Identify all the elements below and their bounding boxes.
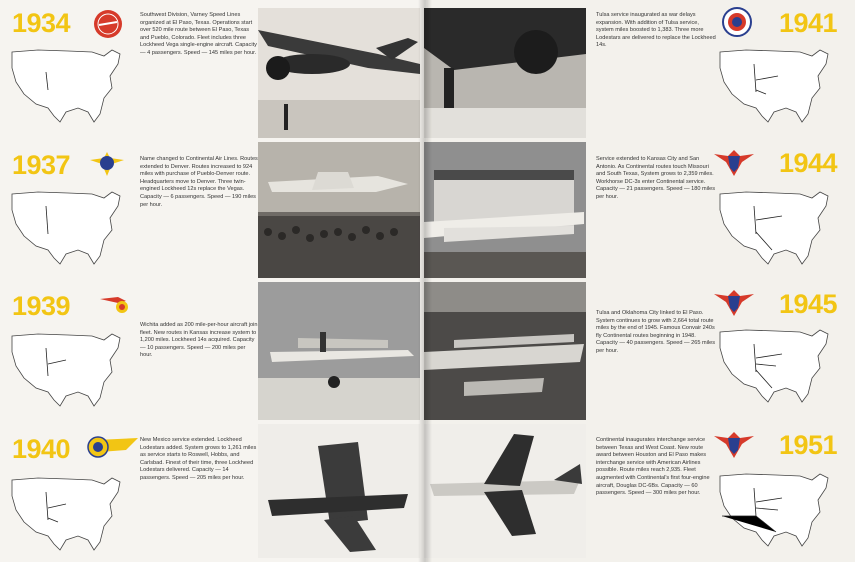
route-map-1941 <box>716 42 834 128</box>
desc-1940: New Mexico service extended. Lockheed Lodestars added. System grows to 1,261 miles as service starts to Roswell, Hobbs, and Carlsbad. Finest of their time, three Lockheed Lodestars delivered. Capacity — 14 passengers. Speed — 205 miles per hour. <box>140 437 257 481</box>
photo-dc6b <box>424 424 586 558</box>
eagle-shield-logo-1951 <box>714 428 754 460</box>
varney-speed-lines-logo <box>93 9 123 39</box>
year-1945: 1945 <box>779 289 838 319</box>
desc-1945: Tulsa and Oklahoma City linked to El Paso. System continues to grow with 2,664 total route miles by the end of 1945. Famous Convair 240s fly Continental routes beginning in 1948. Capacity — 40 passengers. Speed — 265 miles per hour. <box>596 310 716 354</box>
round-badge-logo <box>722 7 752 37</box>
continental-wing-logo <box>100 293 130 315</box>
route-map-1939 <box>8 326 126 412</box>
desc-1939: Wichita added as 200 mile-per-hour aircraft join fleet. New routes in Kansas increase system to 1,200 miles. Lockheed 14s acquired. Capacity — 10 passengers. Speed — 200 miles per hour. <box>140 322 258 359</box>
desc-1951: Continental inaugurates interchange service between Texas and West Coast. New route award between Houston and El Paso makes interchange service with American Airlines possible. Route miles reach 2,935. Fleet augmented with Continental's first four-engine aircraft, Douglas DC-6Bs. Capacity — 60 passengers. Speed — 300 miles per hour. <box>596 437 710 497</box>
year-1937: 1937 <box>12 150 71 180</box>
year-1941: 1941 <box>779 8 838 38</box>
year-1934: 1934 <box>12 8 71 38</box>
eagle-shield-logo-1945 <box>714 286 754 318</box>
photo-lockheed-14 <box>258 282 420 420</box>
desc-1941: Tulsa service inaugurated as war delays expansion. With addition of Tulsa service, system miles boosted to 1,383. Three more Lodestars are delivered to replace the Lockheed 14s. <box>596 12 716 49</box>
photo-lodestar-closeup <box>424 8 586 138</box>
indian-head-wing-logo <box>86 432 138 462</box>
photo-lockheed-vega <box>258 8 420 138</box>
year-1940: 1940 <box>12 434 71 464</box>
year-1944: 1944 <box>779 148 838 178</box>
page-gutter <box>418 0 432 562</box>
photo-convair-240 <box>424 282 586 420</box>
photo-lockheed-12-crowd <box>258 142 420 278</box>
photo-dc3-hangar <box>424 142 586 278</box>
desc-1934: Southwest Division, Varney Speed Lines organized at El Paso, Texas. Operations start over 520 mile route between El Paso, Texas and Pueblo, Colorado. Fleet includes three Lockheed Vega single-engine aircraft. Capacity — 4 passengers. Speed — 145 miles per hour. <box>140 12 257 56</box>
desc-1937: Name changed to Continental Air Lines. Routes extended to Denver. Routes increased to 924 miles with purchase of Pueblo-Denver route. Headquarters move to Denver. Three twin-engined Lockheed 12s replace the Vegas. Capacity — 6 passengers. Speed — 190 miles per hour. <box>140 156 258 208</box>
route-map-1937 <box>8 184 126 270</box>
photo-lockheed-lodestar <box>258 424 420 558</box>
route-map-1951 <box>716 466 834 552</box>
year-1951: 1951 <box>779 430 838 460</box>
route-map-1934 <box>8 42 126 128</box>
route-map-1944 <box>716 184 834 270</box>
eagle-shield-logo-1944 <box>714 146 754 178</box>
year-1939: 1939 <box>12 291 71 321</box>
winged-emblem-logo <box>88 146 126 180</box>
desc-1944: Service extended to Kansas City and San Antonio. As Continental routes touch Missouri and South Texas, System grows to 2,359 miles. Workhorse DC-3s enter Continental service. Capacity — 21 passengers. Speed — 180 miles per hour. <box>596 156 716 200</box>
route-map-1940 <box>8 470 126 556</box>
route-map-1945 <box>716 322 834 408</box>
